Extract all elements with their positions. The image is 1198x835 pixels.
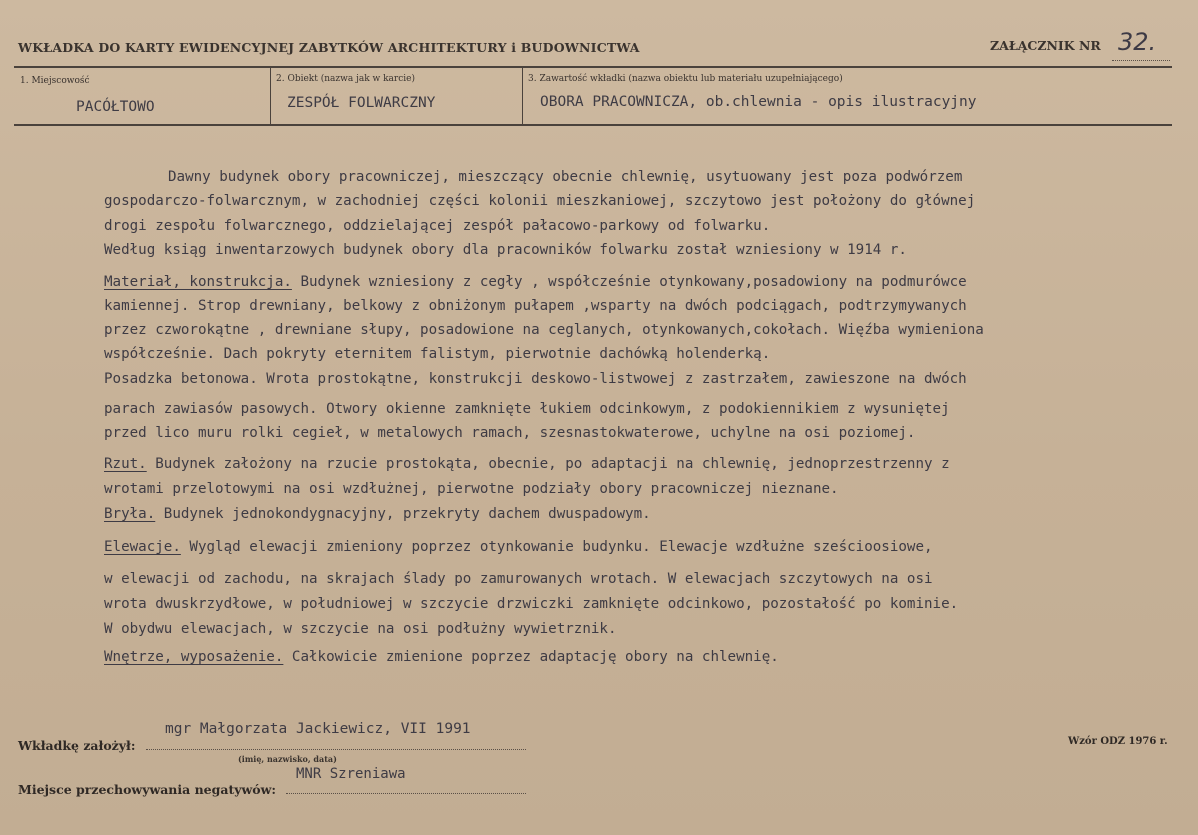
author-caption: (imię, nazwisko, data) <box>238 754 337 764</box>
object-value: ZESPÓŁ FOLWARCZNY <box>287 95 436 111</box>
content-label: 3. Zawartość wkładki (nazwa obiektu lub materiału uzupełniającego) <box>528 74 843 84</box>
bottom-rule <box>14 124 1172 126</box>
object-label: 2. Obiekt (nazwa jak w karcie) <box>276 74 415 84</box>
annex-label: ZAŁĄCZNIK NR <box>990 38 1101 53</box>
body-text: Całkowicie zmienione poprzez adaptację obory na chlewnię. <box>283 649 779 665</box>
rzut-paragraph <box>104 456 950 472</box>
body-text: Budynek jednokondygnacyjny, przekryty dachem dwuspadowym. <box>155 506 651 522</box>
body-line: przed lico muru rolki cegieł, w metalowych ramach, szesnastokwaterowe, uchylne na osi poziomej. <box>104 425 916 441</box>
material-paragraph <box>104 274 967 290</box>
body-text: Budynek wzniesiony z cegły , współcześnie otynkowany,posadowiony na podmurówce <box>291 274 967 290</box>
body-line: parach zawiasów pasowych. Otwory okienne zamknięte łukiem odcinkowym, z podokiennikiem z wysuniętej <box>104 401 950 417</box>
body-line: w elewacji od zachodu, na skrajach ślady po zamurowanych wrotach. W elewacjach szczytowych na osi <box>104 571 933 587</box>
place-value: PACÓŁTOWO <box>76 99 155 115</box>
body-line: współcześnie. Dach pokryty eternitem falistym, pierwotnie dachówką holenderką. <box>104 346 771 362</box>
author-dotline <box>146 749 526 750</box>
form-code: Wzór ODZ 1976 r. <box>1068 736 1168 747</box>
material-heading: Materiał, konstrukcja. <box>104 274 292 290</box>
column-divider-2 <box>522 68 523 124</box>
negatives-dotline <box>286 793 526 794</box>
column-divider-1 <box>270 68 271 124</box>
negatives-value: MNR Szreniawa <box>296 766 406 782</box>
wnetrze-paragraph <box>104 649 779 665</box>
body-text: Wygląd elewacji zmieniony poprzez otynkowanie budynku. Elewacje wzdłużne sześcioosiowe, <box>180 539 933 555</box>
body-line: Dawny budynek obory pracowniczej, mieszczący obecnie chlewnię, usytuowany jest poza podwórzem <box>168 169 963 185</box>
body-text: Budynek założony na rzucie prostokąta, obecnie, po adaptacji na chlewnię, jednoprzestrzenny z <box>146 456 950 472</box>
body-line: wrotami przelotowymi na osi wzdłużnej, pierwotne podziały obory pracowniczej nieznane. <box>104 481 839 497</box>
place-label: 1. Miejscowość <box>20 76 90 86</box>
annex-number: 32. <box>1118 28 1157 56</box>
bryla-paragraph <box>104 506 651 522</box>
author-value: mgr Małgorzata Jackiewicz, VII 1991 <box>165 721 471 737</box>
body-line: Posadzka betonowa. Wrota prostokątne, konstrukcji deskowo-listwowej z zastrzałem, zawieszone na dwóch <box>104 371 967 387</box>
body-line: wrota dwuskrzydłowe, w południowej w szczycie drzwiczki zamknięte odcinkowo, pozostałość po kominie. <box>104 596 959 612</box>
body-line: przez czworokątne , drewniane słupy, posadowione na ceglanych, otynkowanych,cokołach. Więźba wymieniona <box>104 322 984 338</box>
wnetrze-heading: Wnętrze, wyposażenie. <box>104 649 284 665</box>
body-line: drogi zespołu folwarcznego, oddzielającej zespół pałacowo-parkowy od folwarku. <box>104 218 771 234</box>
body-line: gospodarczo-folwarcznym, w zachodniej części kolonii mieszkaniowej, szczytowo jest położony do głównej <box>104 193 976 209</box>
annex-underline <box>1112 60 1170 61</box>
elewacje-paragraph <box>104 539 933 555</box>
content-value: OBORA PRACOWNICZA, ob.chlewnia - opis ilustracyjny <box>540 94 977 110</box>
form-title: WKŁADKA DO KARTY EWIDENCYJNEJ ZABYTKÓW ARCHITEKTURY i BUDOWNICTWA <box>18 40 640 55</box>
body-line: Według ksiąg inwentarzowych budynek obory dla pracowników folwarku został wzniesiony w 1914 r. <box>104 242 907 258</box>
negatives-label: Miejsce przechowywania negatywów: <box>18 782 276 797</box>
elewacje-heading: Elewacje. <box>104 539 181 555</box>
bryla-heading: Bryła. <box>104 506 156 522</box>
rzut-heading: Rzut. <box>104 456 147 472</box>
top-rule <box>14 66 1172 68</box>
body-line: kamiennej. Strop drewniany, belkowy z obniżonym pułapem ,wsparty na dwóch podciągach, podtrzymywanych <box>104 298 967 314</box>
body-line: W obydwu elewacjach, w szczycie na osi podłużny wywietrznik. <box>104 621 617 637</box>
author-label: Wkładkę założył: <box>18 738 136 753</box>
